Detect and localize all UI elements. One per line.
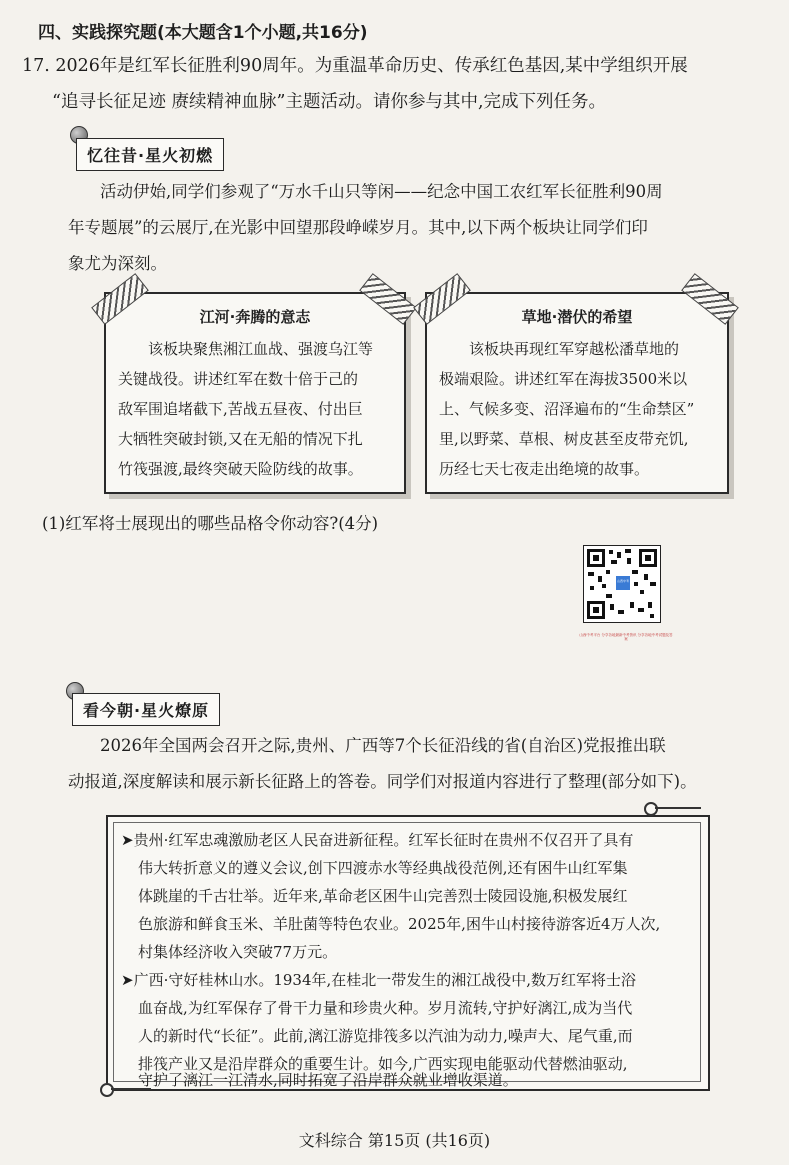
news-line-2: 伟大转折意义的遵义会议,创下四渡赤水等经典战役范例,还有困牛山红军集 — [138, 859, 628, 877]
news-line-6: ➤广西·守好桂林山水。1934年,在桂北一带发生的湘江战役中,数万红军将士浴 — [121, 971, 637, 989]
card-right-title: 草地·潜伏的希望 — [521, 308, 633, 326]
part1-paragraph-line2: 年专题展”的云展厅,在光影中回望那段峥嵘岁月。其中,以下两个板块让同学们印 — [68, 218, 648, 237]
news-line-9: 排筏产业又是沿岸群众的重要生计。如今,广西实现电能驱动代替燃油驱动, — [138, 1055, 628, 1073]
part2-paragraph-line2: 动报道,深度解读和展示新长征路上的答卷。同学们对报道内容进行了整理(部分如下)。 — [68, 772, 697, 791]
qr-caption: 山西中考平台 分享各地最新中考资讯 分享各地中考试题及答案 — [579, 633, 673, 641]
card-left-title: 江河·奔腾的意志 — [199, 308, 311, 326]
part1-tag: 忆往昔·星火初燃 — [76, 138, 224, 171]
news-line-5: 村集体经济收入突破77万元。 — [138, 943, 338, 961]
ring-line — [655, 807, 701, 809]
card-right-line1: 该板块再现红军穿越松潘草地的 — [469, 340, 680, 358]
news-line-7: 血奋战,为红军保存了骨干力量和珍贵火种。岁月流转,守护好漓江,成为当代 — [138, 999, 633, 1017]
ring-decoration — [100, 1083, 114, 1097]
part2-paragraph-line1: 2026年全国两会召开之际,贵州、广西等7个长征沿线的省(自治区)党报推出联 — [100, 736, 666, 755]
news-line-4: 色旅游和鲜食玉米、羊肚菌等特色农业。2025年,困牛山村接待游客近4万人次, — [138, 915, 661, 933]
card-right — [425, 292, 729, 494]
card-right-line4: 里,以野菜、草根、树皮甚至皮带充饥, — [439, 430, 689, 448]
card-right-line2: 极端艰险。讲述红军在海拔3500米以 — [439, 370, 688, 388]
page-footer: 文科综合 第15页 (共16页) — [298, 1131, 491, 1150]
news-line-3: 体跳崖的千古壮举。近年来,革命老区困牛山完善烈士陵园设施,积极发展红 — [138, 887, 628, 905]
news-line-10: 守护了漓江一江清水,同时拓宽了沿岸群众就业增收渠道。 — [138, 1071, 518, 1089]
part1-paragraph-line3: 象尤为深刻。 — [68, 254, 167, 273]
part1-paragraph-line1: 活动伊始,同学们参观了“万水千山只等闲——纪念中国工农红军长征胜利90周 — [100, 182, 663, 201]
card-left-line5: 竹筏强渡,最终突破天险防线的故事。 — [118, 460, 363, 478]
news-line-8: 人的新时代“长征”。此前,漓江游览排筏多以汽油为动力,噪声大、尾气重,而 — [138, 1027, 633, 1045]
card-left-line2: 关键战役。讲述红军在数十倍于己的 — [118, 370, 359, 388]
sub-question-1: (1)红军将士展现出的哪些品格令你动容?(4分) — [42, 514, 379, 533]
qr-logo — [615, 575, 631, 591]
news-line-1: ➤贵州·红军忠魂激励老区人民奋进新征程。红军长征时在贵州不仅召开了具有 — [121, 831, 634, 849]
card-left-line1: 该板块聚焦湘江血战、强渡乌江等 — [148, 340, 374, 358]
question-stem-line1: 17. 2026年是红军长征胜利90周年。为重温革命历史、传承红色基因,某中学组织开展 — [22, 56, 688, 76]
ring-decoration — [644, 802, 658, 816]
qr-logo-label: 山西中考 — [616, 579, 629, 583]
card-left-line3: 敌军围追堵截下,苦战五昼夜、付出巨 — [118, 400, 363, 418]
section-heading: 四、实践探究题(本大题含1个小题,共16分) — [38, 23, 368, 43]
question-stem-line2: “追寻长征足迹 赓续精神血脉”主题活动。请你参与其中,完成下列任务。 — [52, 92, 607, 112]
card-left — [104, 292, 406, 494]
card-left-line4: 大牺牲突破封锁,又在无船的情况下扎 — [118, 430, 363, 448]
card-right-line3: 上、气候多变、沼泽遍布的“生命禁区” — [439, 400, 695, 418]
card-right-line5: 历经七天七夜走出绝境的故事。 — [439, 460, 650, 478]
part2-tag: 看今朝·星火燎原 — [72, 693, 220, 726]
